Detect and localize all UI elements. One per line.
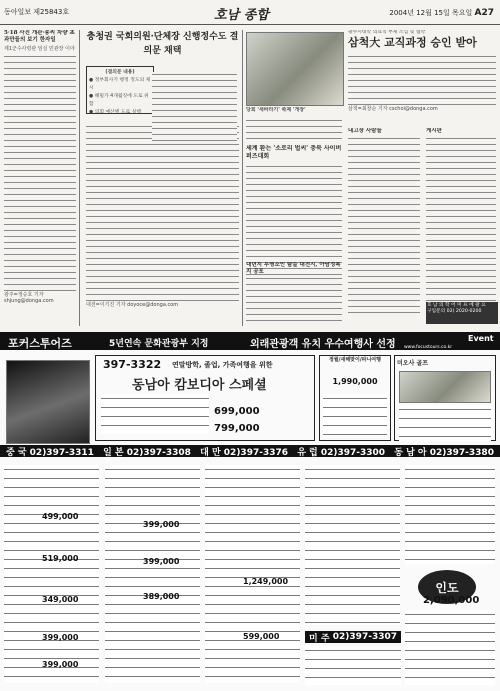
bottom-article-title: 내년지 투명소인 탐을 대전시, 아담정복지 공포 bbox=[246, 262, 341, 275]
europe-listings bbox=[305, 465, 400, 625]
middle-article-body bbox=[86, 124, 239, 302]
notice-column bbox=[426, 128, 496, 318]
page-number: A27 bbox=[474, 8, 494, 18]
left-article-title: 5·18 사진 개관·송씨 차량 초과만들의 보기 한자일 bbox=[4, 30, 75, 43]
middle-price-4: 1,249,000 bbox=[243, 577, 289, 586]
left-price-4: 399,000 bbox=[42, 633, 79, 642]
main-phone: 397-3322 bbox=[103, 358, 162, 371]
section-title: 호남 종합 bbox=[214, 8, 269, 23]
right-article-kicker: 광주시대학 의료직 부제 소심 및 협약 bbox=[348, 30, 426, 35]
right-article-byline: 삼척=최창순 기자 cschoi@donga.com bbox=[348, 106, 438, 112]
left-article bbox=[4, 30, 76, 330]
middle-price-3: 389,000 bbox=[143, 592, 180, 601]
southeast-asia-listings bbox=[405, 465, 495, 564]
main-title: 동남아 캄보디아 스페셜 bbox=[132, 378, 267, 393]
taiwan-listings bbox=[205, 465, 300, 683]
region-china: 중 국 bbox=[6, 447, 27, 458]
golf-listing bbox=[399, 405, 491, 441]
resolution-item: ● 해밀가 4개월짓에 도로 위함 bbox=[89, 94, 149, 107]
main-price-2: 799,000 bbox=[214, 423, 260, 434]
main-subtitle: 연말방학, 졸업, 가족여행을 위한 bbox=[172, 361, 273, 369]
left-price-1: 499,000 bbox=[42, 512, 79, 521]
middle-article-byline: 대전=이기진 기자 doyoce@donga.com bbox=[86, 302, 179, 308]
resolution-item: ● 정부회사기 행정 정도의 제시 bbox=[89, 78, 151, 91]
left-price-2: 519,000 bbox=[42, 554, 79, 563]
middle-article-body-right bbox=[152, 72, 237, 142]
middle-price-1: 399,000 bbox=[143, 520, 180, 529]
china-listings bbox=[4, 465, 99, 683]
india-badge: 인도 bbox=[418, 570, 476, 604]
main-promotion bbox=[95, 355, 315, 441]
publish-date: 2004년 12월 15일 목요일 bbox=[389, 9, 473, 17]
region-europe: 유 럽 bbox=[297, 447, 318, 458]
side-price: 1,990,000 bbox=[332, 377, 378, 386]
phone-china: 02)397-3311 bbox=[29, 447, 94, 458]
advert-header bbox=[0, 332, 500, 350]
resolution-box-title: (결의문 내용) bbox=[105, 70, 135, 75]
column-divider bbox=[242, 30, 243, 326]
contact-label: 호 남 의 학 어 미 프 에 팔 요 bbox=[427, 303, 486, 308]
america-listings bbox=[305, 646, 401, 685]
left-article-body bbox=[4, 54, 76, 292]
japan-listings bbox=[105, 465, 200, 683]
phone-japan: 02)397-3308 bbox=[126, 447, 191, 458]
masthead bbox=[0, 0, 500, 25]
advert-photo bbox=[6, 360, 90, 444]
bottom-article-body bbox=[246, 276, 342, 324]
golf-promotion bbox=[394, 355, 496, 441]
golf-image bbox=[399, 371, 491, 403]
region-phone-bar bbox=[0, 445, 500, 457]
photo-caption-body bbox=[246, 118, 342, 142]
advert-headline: 외래관광객 유치 우수여행사 선정 bbox=[250, 339, 396, 350]
america-bar bbox=[305, 631, 401, 643]
column-divider bbox=[79, 30, 80, 326]
event-label: Event bbox=[468, 334, 494, 343]
people-column bbox=[348, 128, 420, 318]
resolution-box bbox=[86, 66, 154, 114]
region-japan: 일 본 bbox=[103, 447, 124, 458]
region-southeast-asia: 동 남 아 bbox=[394, 447, 427, 458]
america-region: 미 주 bbox=[309, 633, 330, 644]
region-taiwan: 대 만 bbox=[200, 447, 221, 458]
notices-title: 게시판 bbox=[426, 128, 442, 134]
america-phone: 02)397-3307 bbox=[332, 632, 397, 642]
left-price-3: 349,000 bbox=[42, 595, 79, 604]
advert-slogan-left: 5년연속 문화관광부 지정 bbox=[109, 339, 209, 349]
radio-article-title: 세계 환는 '소로리 법씨' 충북 사이버 퍼즈대회 bbox=[246, 145, 342, 160]
left-article-byline: 광주=정승호 기자 shjung@donga.com bbox=[4, 292, 54, 304]
middle-article-title: 충청권 국회의원·단체장 신행정수도 결의문 채택 bbox=[86, 32, 239, 56]
india-price: 2,090,000 bbox=[423, 595, 480, 606]
middle-price-5: 599,000 bbox=[243, 632, 280, 641]
photo-caption: 당회 '새바라기' 축제 '개장' bbox=[246, 107, 306, 113]
golf-label: 미오사 골프 bbox=[397, 360, 429, 367]
side-label: 정월/새해맞이/파니여행 bbox=[329, 357, 381, 363]
paper-name: 동아일보 bbox=[4, 8, 32, 16]
phone-europe: 02)397-3300 bbox=[320, 447, 386, 458]
bottom-left-article bbox=[246, 262, 342, 324]
people-body bbox=[348, 136, 420, 316]
contact-phone: 구입문의 02) 2020-0200 bbox=[427, 309, 482, 314]
phone-taiwan: 02)397-3376 bbox=[223, 447, 289, 458]
left-article-subtitle: 제1군수사령관 임실 민관장 이야 bbox=[4, 46, 75, 52]
main-listing bbox=[101, 394, 209, 434]
issue-number: 제25843호 bbox=[33, 8, 70, 16]
advert-url: www.focustours.co.kr bbox=[404, 345, 453, 350]
resolution-item: ● 의회 예산별 도로 실행 bbox=[89, 110, 141, 115]
bottom-right-listings bbox=[405, 610, 495, 685]
phone-southeast-asia: 02)397-3380 bbox=[429, 447, 494, 458]
right-article-title: 삼척大 교직과정 승인 받아 bbox=[348, 36, 477, 49]
people-title: 내고장 사람들 bbox=[348, 128, 382, 134]
festival-photo bbox=[246, 32, 344, 106]
travel-advertisement bbox=[0, 332, 500, 691]
main-price-1: 699,000 bbox=[214, 406, 260, 417]
left-price-5: 399,000 bbox=[42, 660, 79, 669]
side-listing bbox=[323, 394, 387, 436]
notices-body bbox=[426, 136, 496, 312]
right-article-body bbox=[348, 54, 496, 106]
middle-price-2: 399,000 bbox=[143, 557, 180, 566]
side-promotion bbox=[319, 355, 391, 441]
middle-top-article bbox=[86, 30, 239, 330]
advert-brand: 포커스투어즈 bbox=[8, 337, 72, 350]
contact-bar bbox=[426, 302, 498, 324]
